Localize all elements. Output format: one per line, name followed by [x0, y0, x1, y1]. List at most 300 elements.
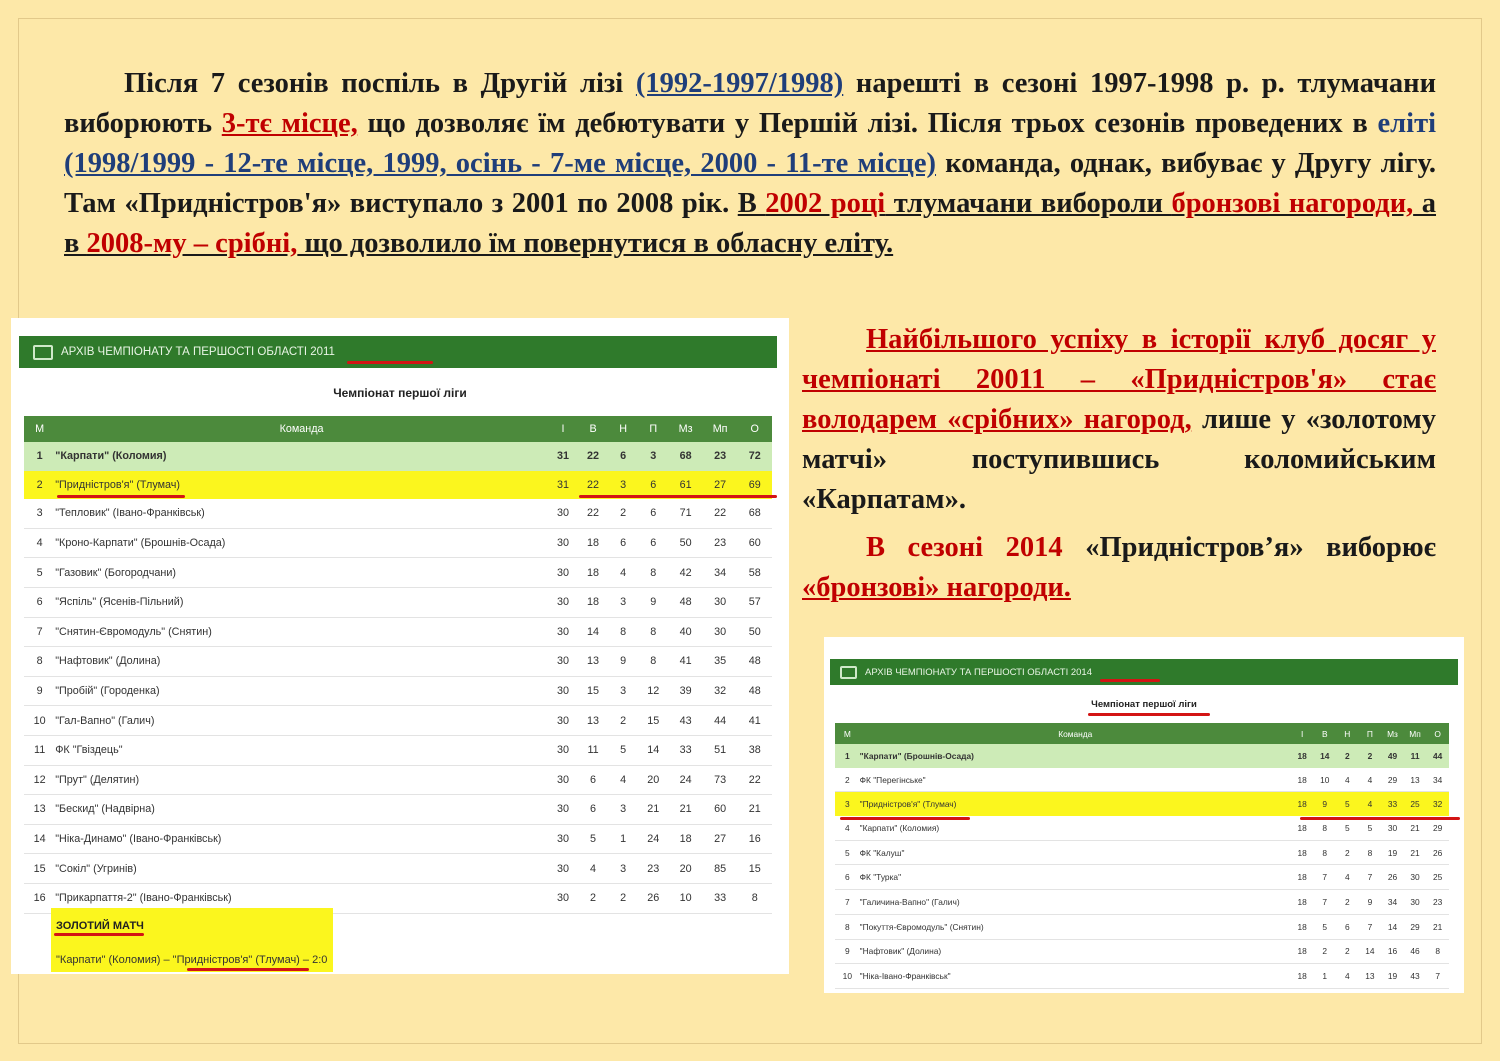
stat-cell: 40 [668, 617, 703, 647]
stat-cell: 60 [737, 528, 772, 558]
year-2002-text: 2002 році [765, 188, 886, 219]
stat-cell: 33 [703, 883, 738, 913]
table-row [24, 647, 772, 677]
stat-cell: 30 [703, 587, 738, 617]
stat-cell: 30 [548, 558, 578, 588]
stat-cell: 5 [608, 735, 638, 765]
stat-cell: 61 [668, 471, 703, 500]
stat-cell: 7 [1313, 865, 1336, 890]
team-cell: "Карпати" (Коломия) [55, 442, 548, 471]
stat-cell: 18 [1291, 890, 1314, 915]
intro-text: що дозволяє їм дебютувати у Першій лізі. Після трьох сезонів проведених в [357, 108, 1378, 139]
column-header: О [737, 416, 772, 442]
column-header: В [578, 416, 608, 442]
stat-cell: 23 [1426, 890, 1449, 915]
stat-cell: 12 [638, 676, 668, 706]
stat-cell: 3 [835, 792, 860, 816]
stat-cell: 3 [24, 499, 55, 528]
stat-cell: 2 [608, 883, 638, 913]
stat-cell: 31 [548, 442, 578, 471]
table-row [24, 499, 772, 528]
stat-cell: 18 [578, 528, 608, 558]
column-header: Мп [703, 416, 738, 442]
stat-cell: 72 [737, 442, 772, 471]
stat-cell: 6 [638, 528, 668, 558]
table-row [24, 735, 772, 765]
success-paragraphs [802, 320, 1436, 608]
stat-cell: 15 [638, 706, 668, 736]
stat-cell: 41 [737, 706, 772, 736]
stat-cell: 21 [737, 795, 772, 825]
stat-cell: 6 [608, 528, 638, 558]
stat-cell: 57 [737, 587, 772, 617]
column-header: І [548, 416, 578, 442]
stat-cell: 49 [1381, 744, 1404, 768]
stat-cell: 42 [668, 558, 703, 588]
stat-cell: 46 [1404, 939, 1427, 964]
team-cell: "Тепловик" (Івано-Франківськ) [55, 499, 548, 528]
archive-2011-screenshot [11, 318, 789, 974]
stat-cell: 48 [737, 676, 772, 706]
gold-match-result: "Карпати" (Коломия) – "Придністров'я" (Тлумач) – 2:0 [56, 954, 328, 966]
stat-cell: 5 [835, 840, 860, 865]
stat-cell: 8 [1426, 939, 1449, 964]
stat-cell: 25 [1426, 865, 1449, 890]
team-cell: "Ніка-Івано-Франківськ" [860, 964, 1291, 989]
stat-cell: 30 [548, 824, 578, 854]
stat-cell: 18 [1291, 914, 1314, 939]
stat-cell: 33 [1381, 792, 1404, 816]
standings-table-2011 [24, 416, 772, 914]
stat-cell: 6 [578, 795, 608, 825]
team-cell: "Сокіл" (Угринів) [55, 854, 548, 884]
team-cell: "Снятин-Євромодуль" (Снятин) [55, 617, 548, 647]
stat-cell: 30 [548, 617, 578, 647]
stat-cell: 2 [835, 768, 860, 792]
stat-cell: 4 [1336, 964, 1359, 989]
stat-cell: 6 [638, 499, 668, 528]
stat-cell: 68 [737, 499, 772, 528]
column-header: Мз [668, 416, 703, 442]
team-cell: "Прут" (Делятин) [55, 765, 548, 795]
stat-cell: 22 [578, 471, 608, 500]
stat-cell: 22 [737, 765, 772, 795]
table-row [24, 824, 772, 854]
team-cell: "Газовик" (Богородчани) [55, 558, 548, 588]
bronze-2014-text: «бронзові» нагороди. [802, 572, 1071, 603]
stat-cell: 2 [1336, 840, 1359, 865]
stat-cell: 44 [1426, 744, 1449, 768]
stat-cell: 10 [835, 964, 860, 989]
stat-cell: 22 [578, 442, 608, 471]
team-cell: "Яспіль" (Ясенів-Пільний) [55, 587, 548, 617]
column-header: П [1359, 723, 1382, 744]
gold-match-title: ЗОЛОТИЙ МАТЧ [56, 920, 144, 932]
stat-cell: 9 [638, 587, 668, 617]
red-underline-mark [1100, 679, 1160, 682]
red-underline-mark [579, 495, 777, 498]
stat-cell: 20 [638, 765, 668, 795]
stat-cell: 14 [1381, 914, 1404, 939]
stat-cell: 21 [638, 795, 668, 825]
red-underline-mark [187, 968, 309, 971]
league-title-2014: Чемпіонат першої ліги [1091, 699, 1197, 710]
stat-cell: 4 [1359, 768, 1382, 792]
stat-cell: 3 [608, 854, 638, 884]
stat-cell: 4 [608, 558, 638, 588]
team-cell: ФК "Турка" [860, 865, 1291, 890]
stat-cell: 26 [1381, 865, 1404, 890]
team-cell: "Галичина-Вапно" (Галич) [860, 890, 1291, 915]
stat-cell: 18 [1291, 768, 1314, 792]
stat-cell: 8 [608, 617, 638, 647]
stat-cell: 6 [638, 471, 668, 500]
stat-cell: 41 [668, 647, 703, 677]
red-underline-mark [57, 495, 185, 498]
stat-cell: 5 [578, 824, 608, 854]
team-cell: "Бескид" (Надвірна) [55, 795, 548, 825]
stat-cell: 9 [1359, 890, 1382, 915]
column-header: Мп [1404, 723, 1427, 744]
stat-cell: 9 [24, 676, 55, 706]
stat-cell: 34 [703, 558, 738, 588]
stat-cell: 21 [1404, 840, 1427, 865]
stat-cell: 30 [1381, 816, 1404, 840]
stat-cell: 8 [638, 647, 668, 677]
stat-cell: 30 [548, 795, 578, 825]
stat-cell: 14 [638, 735, 668, 765]
team-cell: "Карпати" (Брошнів-Осада) [860, 744, 1291, 768]
red-underline-mark [1300, 817, 1460, 820]
stat-cell: 2 [608, 706, 638, 736]
column-header: М [24, 416, 55, 442]
column-header: І [1291, 723, 1314, 744]
team-cell: "Ніка-Динамо" (Івано-Франківськ) [55, 824, 548, 854]
red-underline-mark [54, 933, 144, 936]
table-row [835, 744, 1449, 768]
silver-2011-text: Найбільшого успіху в історії клуб досяг у чемпіонаті 20011 – «Придністров'я» стає володарем «срібних» нагород, [802, 324, 1436, 435]
stat-cell: 34 [1381, 890, 1404, 915]
team-cell: "Покуття-Євромодуль" (Снятин) [860, 914, 1291, 939]
intro-text: Після 7 сезонів поспіль в Другій лізі [124, 68, 636, 99]
stat-cell: 50 [737, 617, 772, 647]
stat-cell: 60 [703, 795, 738, 825]
stat-cell: 30 [548, 528, 578, 558]
column-header: О [1426, 723, 1449, 744]
team-cell: "Нафтовик" (Долина) [860, 939, 1291, 964]
stat-cell: 32 [703, 676, 738, 706]
stat-cell: 33 [668, 735, 703, 765]
column-header: М [835, 723, 860, 744]
league-title-2011: Чемпіонат першої ліги [333, 386, 467, 400]
stack-icon [840, 666, 857, 679]
table-row [835, 890, 1449, 915]
stat-cell: 6 [578, 765, 608, 795]
stat-cell: 24 [638, 824, 668, 854]
stat-cell: 71 [668, 499, 703, 528]
stat-cell: 2 [1313, 939, 1336, 964]
stat-cell: 8 [1313, 816, 1336, 840]
stat-cell: 38 [737, 735, 772, 765]
table-row [24, 528, 772, 558]
standings-table-2014 [835, 723, 1449, 989]
stat-cell: 30 [548, 647, 578, 677]
stat-cell: 9 [835, 939, 860, 964]
table-row [24, 587, 772, 617]
stat-cell: 5 [1313, 914, 1336, 939]
stat-cell: 24 [668, 765, 703, 795]
intro-text: нарешті в сезоні 1997-1998 р. р. тлумачани виборюють [64, 68, 1437, 139]
stat-cell: 13 [578, 706, 608, 736]
column-header: Команда [55, 416, 548, 442]
stat-cell: 30 [548, 735, 578, 765]
stat-cell: 30 [548, 854, 578, 884]
red-underline-mark [1088, 713, 1210, 716]
stat-cell: 30 [1404, 865, 1427, 890]
table-row [835, 914, 1449, 939]
stat-cell: 18 [578, 587, 608, 617]
stat-cell: 31 [548, 471, 578, 500]
team-cell: "Кроно-Карпати" (Брошнів-Осада) [55, 528, 548, 558]
stat-cell: 15 [24, 854, 55, 884]
team-cell: "Гал-Вапно" (Галич) [55, 706, 548, 736]
stat-cell: 18 [1291, 964, 1314, 989]
table-row [835, 840, 1449, 865]
stat-cell: 6 [24, 587, 55, 617]
stat-cell: 7 [1359, 914, 1382, 939]
red-underline-mark [347, 361, 433, 364]
stat-cell: 14 [1313, 744, 1336, 768]
stat-cell: 27 [703, 824, 738, 854]
bronze-text: бронзові нагороди, [1171, 188, 1414, 219]
stat-cell: 23 [638, 854, 668, 884]
archive-2014-screenshot [824, 637, 1464, 993]
stat-cell: 6 [835, 865, 860, 890]
stat-cell: 16 [737, 824, 772, 854]
table-row [24, 676, 772, 706]
column-header: Мз [1381, 723, 1404, 744]
archive-2014-title: АРХІВ ЧЕМПІОНАТУ ТА ПЕРШОСТІ ОБЛАСТІ 2014 [865, 666, 1093, 678]
stat-cell: 18 [1291, 816, 1314, 840]
team-cell: "Карпати" (Коломия) [860, 816, 1291, 840]
stat-cell: 3 [608, 587, 638, 617]
silver-text: 2008-му – срібні, [86, 228, 298, 259]
achievements-sentence: В 2002 році тлумачани вибороли бронзові нагороди, а в 2008-му – срібні, що дозволило їм повернутися в обласну еліту. [64, 188, 1437, 259]
team-cell: ФК "Калуш" [860, 840, 1291, 865]
stat-cell: 58 [737, 558, 772, 588]
stat-cell: 21 [1404, 816, 1427, 840]
table-row [24, 558, 772, 588]
stat-cell: 2 [608, 499, 638, 528]
stat-cell: 1 [24, 442, 55, 471]
table-row [835, 792, 1449, 816]
stat-cell: 23 [703, 528, 738, 558]
stat-cell: 30 [1404, 890, 1427, 915]
table-row [24, 442, 772, 471]
stat-cell: 10 [24, 706, 55, 736]
stat-cell: 3 [608, 795, 638, 825]
stat-cell: 13 [578, 647, 608, 677]
archive-2011-title: АРХІВ ЧЕМПІОНАТУ ТА ПЕРШОСТІ ОБЛАСТІ 2011 [61, 346, 335, 358]
stat-cell: 4 [578, 854, 608, 884]
stat-cell: 48 [668, 587, 703, 617]
red-underline-mark [840, 817, 970, 820]
stat-cell: 10 [1313, 768, 1336, 792]
stat-cell: 18 [668, 824, 703, 854]
stat-cell: 30 [548, 676, 578, 706]
stat-cell: 27 [703, 471, 738, 500]
table-row [24, 795, 772, 825]
stat-cell: 51 [703, 735, 738, 765]
stat-cell: 26 [638, 883, 668, 913]
stat-cell: 30 [703, 617, 738, 647]
stat-cell: 5 [24, 558, 55, 588]
stat-cell: 2 [1359, 744, 1382, 768]
table-row [24, 854, 772, 884]
elite-seasons-link[interactable]: (1998/1999 - 12-те місце, 1999, осінь - 7-ме місце, 2000 - 11-те місце) [64, 148, 937, 179]
stat-cell: 11 [578, 735, 608, 765]
stat-cell: 1 [835, 744, 860, 768]
stat-cell: 20 [668, 854, 703, 884]
stat-cell: 19 [1381, 964, 1404, 989]
stat-cell: 30 [548, 499, 578, 528]
stat-cell: 8 [737, 883, 772, 913]
years-link[interactable]: (1992-1997/1998) [635, 68, 844, 99]
table-row [24, 617, 772, 647]
team-cell: ФК "Перегінське" [860, 768, 1291, 792]
stat-cell: 13 [24, 795, 55, 825]
table-row [835, 964, 1449, 989]
stat-cell: 7 [1426, 964, 1449, 989]
stat-cell: 6 [608, 442, 638, 471]
stat-cell: 85 [703, 854, 738, 884]
stat-cell: 18 [1291, 840, 1314, 865]
stat-cell: 9 [608, 647, 638, 677]
stat-cell: 8 [1313, 840, 1336, 865]
stat-cell: 19 [1381, 840, 1404, 865]
stat-cell: 18 [1291, 939, 1314, 964]
stat-cell: 4 [1336, 865, 1359, 890]
stat-cell: 2 [578, 883, 608, 913]
stat-cell: 11 [24, 735, 55, 765]
stat-cell: 69 [737, 471, 772, 500]
team-cell: "Пробій" (Городенка) [55, 676, 548, 706]
column-header: П [638, 416, 668, 442]
stat-cell: 25 [1404, 792, 1427, 816]
stat-cell: 29 [1381, 768, 1404, 792]
stat-cell: 34 [1426, 768, 1449, 792]
stat-cell: 1 [608, 824, 638, 854]
stat-cell: 10 [668, 883, 703, 913]
stat-cell: 14 [578, 617, 608, 647]
stat-cell: 30 [548, 587, 578, 617]
team-cell: "Придністров'я" (Тлумач) [55, 471, 548, 500]
stat-cell: 44 [703, 706, 738, 736]
stat-cell: 8 [24, 647, 55, 677]
stat-cell: 3 [608, 676, 638, 706]
stat-cell: 7 [1313, 890, 1336, 915]
success-paragraph-2014: В сезоні 2014 «Придністров’я» виборює «бронзові» нагороди. [802, 532, 1436, 603]
stat-cell: 7 [1359, 865, 1382, 890]
stat-cell: 73 [703, 765, 738, 795]
stat-cell: 2 [1336, 744, 1359, 768]
stat-cell: 2 [1336, 939, 1359, 964]
table-row [835, 865, 1449, 890]
team-cell: "Нафтовик" (Долина) [55, 647, 548, 677]
stat-cell: 8 [638, 617, 668, 647]
column-header: Н [608, 416, 638, 442]
stat-cell: 16 [1381, 939, 1404, 964]
team-cell: ФК "Гвіздець" [55, 735, 548, 765]
stat-cell: 30 [548, 706, 578, 736]
stat-cell: 8 [1359, 840, 1382, 865]
stat-cell: 11 [1404, 744, 1427, 768]
stat-cell: 16 [24, 883, 55, 913]
season-2014-text: В сезоні 2014 [866, 532, 1063, 563]
stat-cell: 8 [835, 914, 860, 939]
stat-cell: 7 [835, 890, 860, 915]
stat-cell: 39 [668, 676, 703, 706]
stat-cell: 43 [1404, 964, 1427, 989]
stat-cell: 35 [703, 647, 738, 677]
stat-cell: 18 [1291, 792, 1314, 816]
stat-cell: 4 [835, 816, 860, 840]
stat-cell: 3 [638, 442, 668, 471]
third-place-text: 3-тє місце, [221, 108, 358, 139]
stat-cell: 29 [1404, 914, 1427, 939]
elite-text: еліті [1377, 108, 1436, 139]
stat-cell: 4 [24, 528, 55, 558]
stat-cell: 5 [1359, 816, 1382, 840]
stat-cell: 15 [737, 854, 772, 884]
stat-cell: 5 [1336, 816, 1359, 840]
stat-cell: 18 [578, 558, 608, 588]
stat-cell: 6 [1336, 914, 1359, 939]
stat-cell: 13 [1404, 768, 1427, 792]
stat-cell: 12 [24, 765, 55, 795]
stat-cell: 9 [1313, 792, 1336, 816]
stat-cell: 50 [668, 528, 703, 558]
stat-cell: 30 [548, 765, 578, 795]
stat-cell: 2 [1336, 890, 1359, 915]
intro-paragraph [64, 64, 1436, 264]
column-header: В [1313, 723, 1336, 744]
stat-cell: 18 [1291, 744, 1314, 768]
stat-cell: 7 [24, 617, 55, 647]
stat-cell: 5 [1336, 792, 1359, 816]
stat-cell: 32 [1426, 792, 1449, 816]
stat-cell: 8 [638, 558, 668, 588]
stat-cell: 22 [578, 499, 608, 528]
stat-cell: 2 [24, 471, 55, 500]
stack-icon [33, 345, 53, 360]
stat-cell: 26 [1426, 840, 1449, 865]
intro-text: команда, однак, вибуває у Другу лігу. Там «Придністров'я» виступало з 2001 по 2008 рік. [64, 148, 1436, 219]
stat-cell: 4 [1359, 792, 1382, 816]
stat-cell: 21 [1426, 914, 1449, 939]
table-row [835, 939, 1449, 964]
team-cell: "Придністров'я" (Тлумач) [860, 792, 1291, 816]
table-row [24, 765, 772, 795]
stat-cell: 4 [1336, 768, 1359, 792]
table-row [835, 768, 1449, 792]
stat-cell: 4 [608, 765, 638, 795]
stat-cell: 43 [668, 706, 703, 736]
stat-cell: 68 [668, 442, 703, 471]
stat-cell: 30 [548, 883, 578, 913]
stat-cell: 23 [703, 442, 738, 471]
table-row [24, 706, 772, 736]
